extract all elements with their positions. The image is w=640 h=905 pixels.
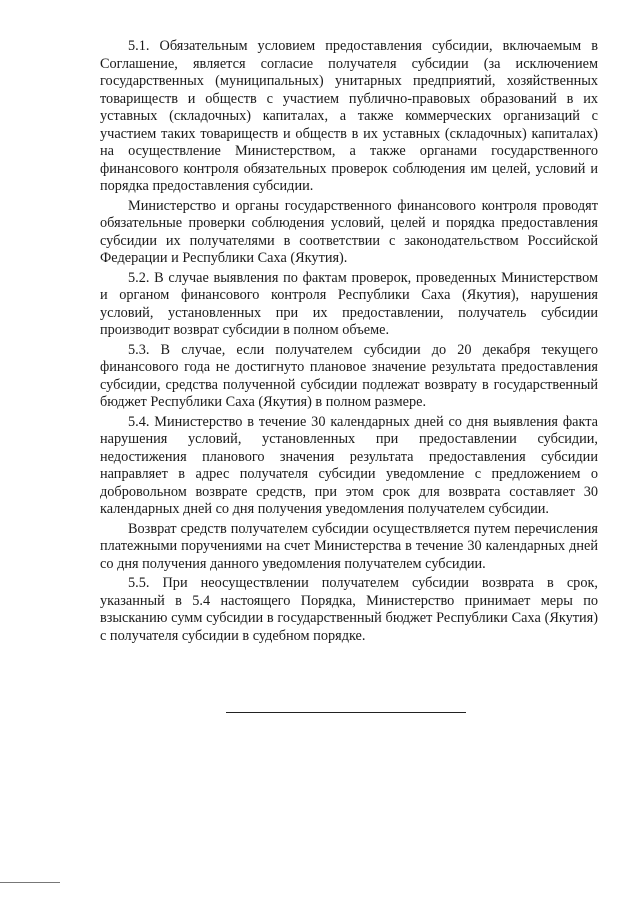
paragraph-5-1: 5.1. Обязательным условием предоставления субсидии, включаемым в Соглашение, является согласие получателя субсидии (за исключением государственных (муниципальных) унитарных предприятий, хозяйственных товариществ и обществ с участием публично-правовых образований в их уставных (складочных) капиталах, а также коммерческих организаций с участием таких товариществ и обществ в их уставных (складочных) капиталах) на осуществление Министерством, а также органами государственного финансового контроля обязательных проверок соблюдения им целей, условий и порядка предоставления субсидии. [100,38,598,194]
paragraph-5-4: 5.4. Министерство в течение 30 календарных дней со дня выявления факта нарушения условий, установленных при предоставлении субсидии, недостижения планового значения результата предоставления субсидии направляет в адрес получателя субсидии уведомление с предложением о добровольном возврате средств, при этом срок для возврата составляет 30 календарных дней со дня получения уведомления получателем субсидии. [100,413,598,517]
document-body [100,38,598,645]
paragraph-verification: Министерство и органы государственного финансового контроля проводят обязательные проверки соблюдения условий, целей и порядка предоставления субсидии их получателями в соответствии с законодательством Российской Федерации и Республики Саха (Якутия). [100,197,598,266]
paragraph-5-5: 5.5. При неосуществлении получателем субсидии возврата в срок, указанный в 5.4 настоящего Порядка, Министерство принимает меры по взысканию сумм субсидии в государственный бюджет Республики Саха (Якутия) с получателя субсидии в судебном порядке. [100,575,598,644]
paragraph-refund: Возврат средств получателем субсидии осуществляется путем перечисления платежными поручениями на счет Министерства в течение 30 календарных дней со дня получения данного уведомления получателем субсидии. [100,520,598,572]
paragraph-5-2: 5.2. В случае выявления по фактам проверок, проведенных Министерством и органом финансового контроля Республики Саха (Якутия), нарушения условий, установленных при их предоставлении, получатель субсидии производит возврат субсидии в полном объеме. [100,269,598,338]
end-divider-line [226,712,466,713]
paragraph-5-3: 5.3. В случае, если получателем субсидии до 20 декабря текущего финансового года не достигнуто плановое значение результата предоставления субсидии, средства полученной субсидии подлежат возврату в государственный бюджет Республики Саха (Якутия) в полном размере. [100,341,598,410]
scan-edge-mark [0,882,60,883]
